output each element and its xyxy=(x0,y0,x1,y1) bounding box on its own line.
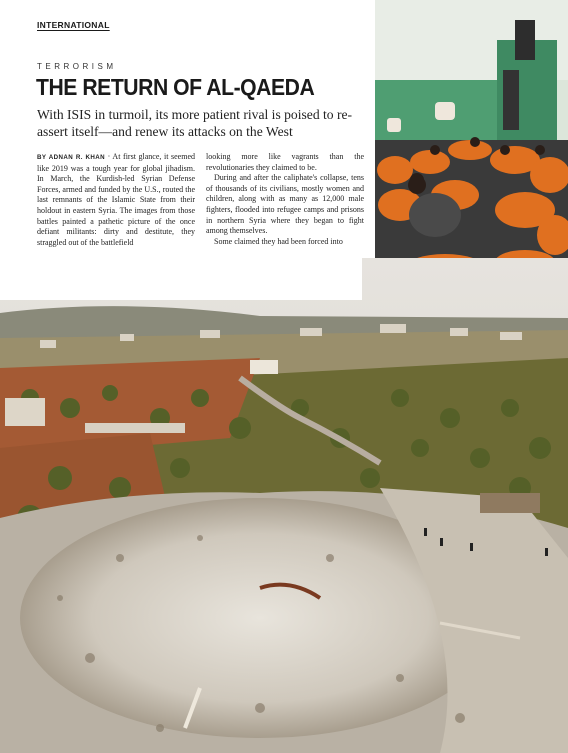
body-paragraph-1 xyxy=(37,152,195,248)
body-column-2 xyxy=(206,152,364,247)
headline: THE RETURN OF AL-QAEDA xyxy=(36,74,315,100)
byline: BY ADNAN R. KHAN xyxy=(37,154,106,161)
body-column-1 xyxy=(37,152,195,248)
body-paragraph-2: looking more like vagrants than the revolutionaries they claimed to be. xyxy=(206,152,364,172)
prison-photo xyxy=(375,0,568,288)
kicker: TERRORISM xyxy=(37,62,117,71)
body-paragraph-4: Some claimed they had been forced into xyxy=(214,236,343,246)
body-paragraph-3: During and after the caliphate's collapse, tens of thousands of its civilians, mostly women and children, along with as many as 12,000 male fighters, flooded into refugee camps and prisons in northern Syria where they began to fight among themselves. xyxy=(206,173,364,236)
airstrike-aerial-photo xyxy=(0,258,568,753)
deck: With ISIS in turmoil, its more patient rival is poised to re-assert itself—and renew its attacks on the West xyxy=(37,107,353,139)
section-label: INTERNATIONAL xyxy=(37,20,110,30)
col1-text: · At first glance, it seemed like 2019 was a tough year for global jihadism. In March, the Kurdish-led Syrian Defense Forces, armed and funded by the U.S., routed the last remnants of the Islamic State from their holdout in eastern Syria. The images from those battles painted a pathetic picture of the once defiant militants: dirty and destitute, they straggled out of the battlefield xyxy=(37,152,196,247)
